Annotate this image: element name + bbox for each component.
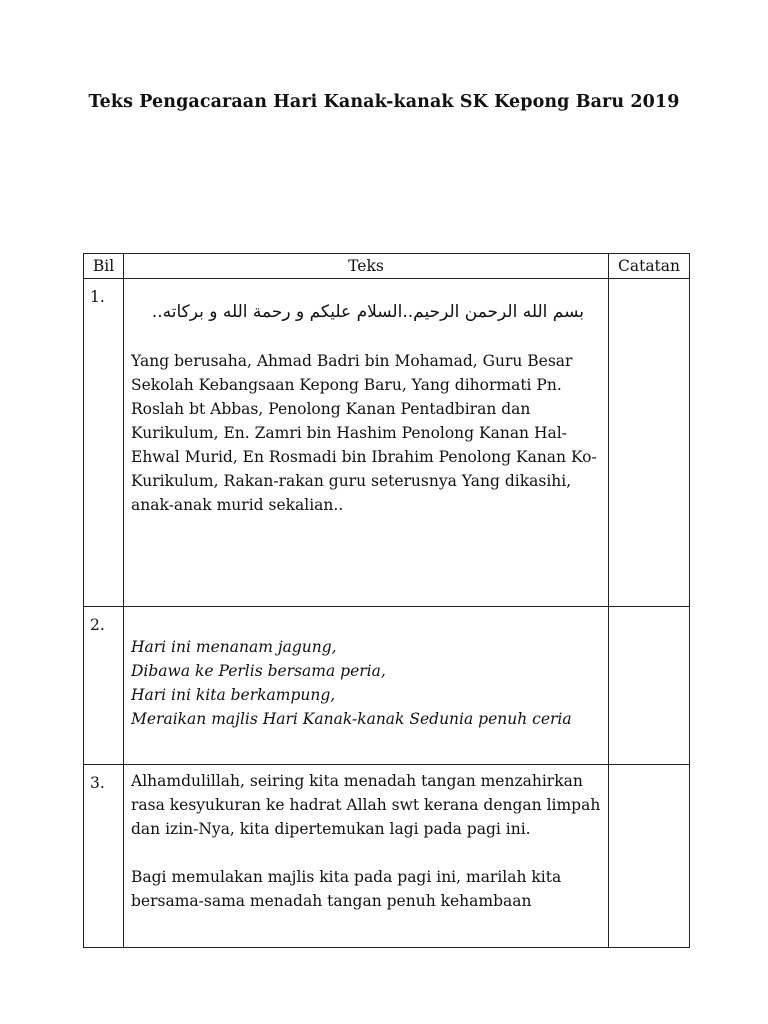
header-bil: Bil <box>84 254 124 279</box>
row-notes <box>609 607 690 765</box>
poem-line: Hari ini menanam jagung, <box>131 638 337 656</box>
document-title: Teks Pengacaraan Hari Kanak-kanak SK Kepong Baru 2019 <box>88 92 680 112</box>
row-number: 2. <box>84 607 124 765</box>
row-number: 1. <box>84 279 124 607</box>
table-row <box>84 279 690 607</box>
salutation-paragraph: Yang berusaha, Ahmad Badri bin Mohamad, Guru Besar Sekolah Kebangsaan Kepong Baru, Yang dihormati Pn. Roslah bt Abbas, Penolong Kanan Pentadbiran dan Kurikulum, En. Zamri bin Hashim Penolong Kanan Hal-Ehwal Murid, En Rosmadi bin Ibrahim Penolong Kanan Ko-Kurikulum, Rakan-rakan guru seterusnya Yang dikasihi, anak-anak murid sekalian.. <box>131 352 597 514</box>
script-table <box>83 253 690 948</box>
header-catatan: Catatan <box>609 254 690 279</box>
header-teks: Teks <box>124 254 609 279</box>
poem-line: Hari ini kita berkampung, <box>131 686 336 704</box>
row-notes <box>609 765 690 948</box>
poem-line: Dibawa ke Perlis bersama peria, <box>131 662 386 680</box>
row-text <box>124 607 609 765</box>
table-header-row <box>84 254 690 279</box>
poem-line: Meraikan majlis Hari Kanak-kanak Sedunia penuh ceria <box>131 710 572 728</box>
row-text <box>124 279 609 607</box>
arabic-greeting: بسم الله الرحمن الرحيم..السلام عليكم و رحمة الله و بركاته.. <box>151 302 584 322</box>
table-row <box>84 607 690 765</box>
row-number: 3. <box>84 765 124 948</box>
opening-paragraph: Bagi memulakan majlis kita pada pagi ini, marilah kita bersama-sama menadah tangan penuh kehambaan <box>131 868 562 910</box>
row-notes <box>609 279 690 607</box>
row-text <box>124 765 609 948</box>
gratitude-paragraph: Alhamdulillah, seiring kita menadah tangan menzahirkan rasa kesyukuran ke hadrat Allah swt kerana dengan limpah dan izin-Nya, kita dipertemukan lagi pada pagi ini. <box>131 772 601 838</box>
table-row <box>84 765 690 948</box>
